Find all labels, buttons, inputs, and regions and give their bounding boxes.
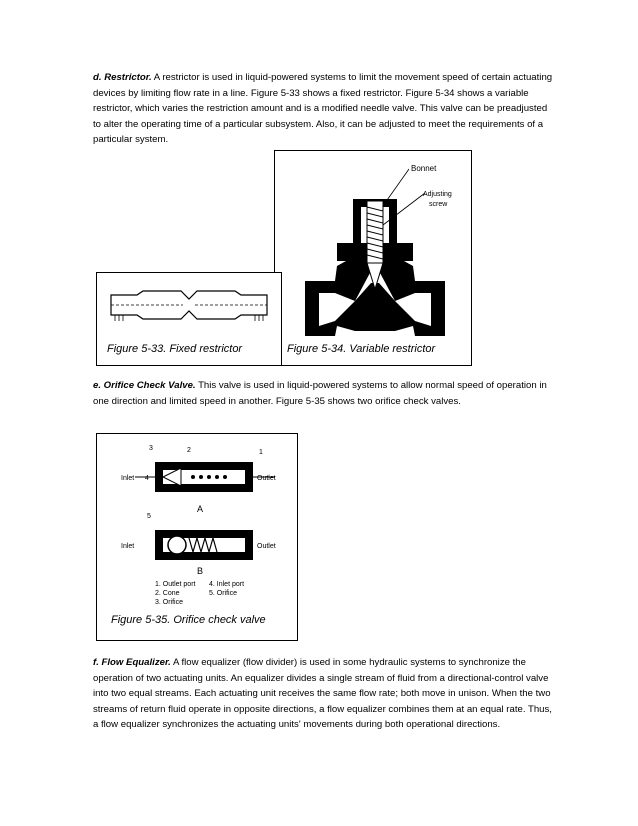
inlet-label-a: Inlet [121, 475, 135, 482]
figure-5-33 [96, 272, 282, 366]
bonnet-label: Bonnet [411, 164, 437, 173]
orifice-body: This valve is used in liquid-powered systems to allow normal speed of operation in one direction and limited speed in another. Figure 5-35 shows two orifice check valves. [93, 380, 547, 407]
fixed-restrictor-drawing [97, 273, 281, 333]
equalizer-heading: f. Flow Equalizer. [93, 657, 171, 668]
callout-5: 5 [147, 513, 151, 520]
equalizer-paragraph [93, 655, 553, 733]
inlet-label-b: Inlet [121, 543, 135, 550]
screw-label: screw [429, 201, 448, 208]
orifice-paragraph [93, 378, 553, 409]
orifice-heading: e. Orifice Check Valve. [93, 380, 196, 391]
legend-3: 3. Orifice [155, 599, 184, 604]
callout-2: 2 [187, 447, 191, 454]
restrictor-body: A restrictor is used in liquid-powered systems to limit the movement speed of certain actuating devices by limiting flow rate in a line. Figure 5-33 shows a fixed restrictor. Figure 5-34 shows a variable restrictor, which varies the restriction amount and is a modified needle valve. This valve can be preadjusted to alter the operating time of a particular subsystem. Also, it can be adjusted to meet the requirements of a particular system. [93, 72, 553, 146]
callout-1: 1 [259, 449, 263, 456]
restrictor-paragraph [93, 70, 553, 148]
orifice-check-valve-drawing [97, 434, 297, 604]
outlet-label-b: Outlet [257, 543, 276, 550]
label-a: A [197, 504, 204, 514]
equalizer-body: A flow equalizer (flow divider) is used in some hydraulic systems to synchronize the operation of two actuating units. An equalizer divides a single stream of fluid from a directional-control valve into two equal streams. Each actuating unit receives the same flow rate; both move in unison. When the two streams of return fluid operate in opposite directions, a flow equalizer combines them at an equal rate. Thus, a flow equalizer synchronizes the actuating units' movements during both operational directions. [93, 657, 552, 731]
callout-3: 3 [149, 445, 153, 452]
outlet-label-a: Outlet [257, 475, 276, 482]
figure-5-35 [96, 433, 298, 641]
figure-5-34-caption: Figure 5-34. Variable restrictor [287, 343, 436, 355]
adjusting-label: Adjusting [423, 191, 452, 198]
legend-4: 4. Inlet port [209, 581, 245, 588]
restrictor-heading: d. Restrictor. [93, 72, 152, 83]
figure-5-35-caption: Figure 5-35. Orifice check valve [111, 614, 266, 626]
callout-4: 4 [145, 475, 149, 482]
figure-5-34 [274, 150, 472, 366]
legend-1: 1. Outlet port [155, 581, 196, 588]
label-b: B [197, 566, 204, 576]
legend-2: 2. Cone [155, 590, 180, 597]
legend-5: 5. Orifice [209, 590, 238, 597]
variable-restrictor-drawing [275, 151, 471, 365]
figure-5-33-caption: Figure 5-33. Fixed restrictor [107, 343, 243, 355]
